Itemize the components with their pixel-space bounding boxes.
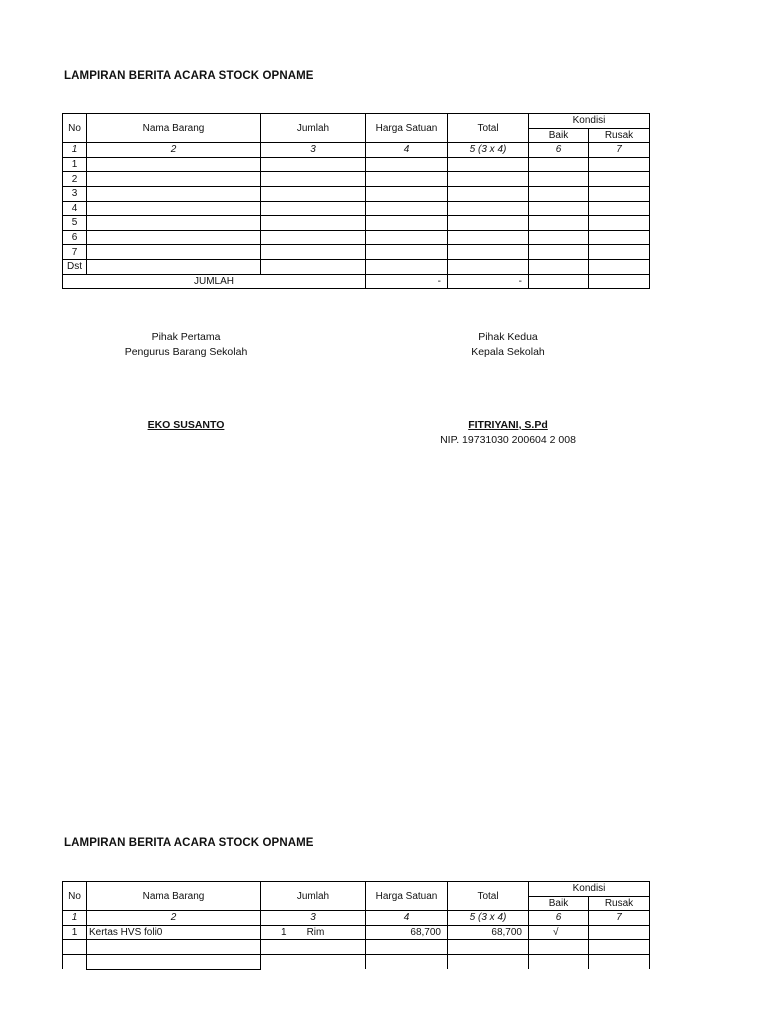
item-qty: 1	[281, 927, 287, 939]
header-row	[63, 114, 650, 129]
first-party-name: EKO SUSANTO	[147, 419, 225, 431]
table-row	[63, 172, 650, 187]
colnum-1: 1	[63, 143, 87, 158]
stock-opname-table	[62, 113, 650, 289]
header-harga-satuan: Harga Satuan	[366, 114, 448, 143]
document-title: LAMPIRAN BERITA ACARA STOCK OPNAME	[64, 70, 314, 82]
row-no: Dst	[63, 259, 87, 274]
header-no: No	[63, 114, 87, 143]
table-row	[63, 201, 650, 216]
stock-opname-table-2	[62, 881, 650, 970]
table-row	[63, 925, 650, 940]
header-jumlah: Jumlah	[261, 882, 366, 911]
second-party-nip: NIP. 19731030 200604 2 008	[440, 434, 576, 446]
item-nama-barang: Kertas HVS foli0	[87, 925, 261, 940]
item-no: 1	[63, 925, 87, 940]
signature-block-second-party	[428, 330, 588, 448]
sum-row	[63, 274, 650, 289]
header-nama-barang: Nama Barang	[87, 114, 261, 143]
header-baik: Baik	[529, 128, 589, 143]
row-no: 6	[63, 230, 87, 245]
colnum-2: 2	[87, 911, 261, 926]
colnum-3: 3	[261, 911, 366, 926]
colnum-3: 3	[261, 143, 366, 158]
table-row	[63, 259, 650, 274]
row-no: 2	[63, 172, 87, 187]
first-party-role: Pihak Pertama	[151, 331, 221, 343]
colnum-5: 5 (3 x 4)	[448, 143, 529, 158]
colnum-6: 6	[529, 911, 589, 926]
header-total: Total	[448, 114, 529, 143]
header-kondisi: Kondisi	[529, 882, 650, 897]
row-no: 3	[63, 186, 87, 201]
sum-label: JUMLAH	[63, 274, 366, 289]
item-unit: Rim	[306, 927, 325, 939]
table-row	[63, 216, 650, 231]
colnum-5: 5 (3 x 4)	[448, 911, 529, 926]
item-harga-satuan: 68,700	[366, 925, 448, 940]
table-row	[63, 157, 650, 172]
column-number-row	[63, 911, 650, 926]
colnum-4: 4	[366, 911, 448, 926]
header-no: No	[63, 882, 87, 911]
row-no: 7	[63, 245, 87, 260]
document-title-2: LAMPIRAN BERITA ACARA STOCK OPNAME	[64, 837, 314, 849]
header-baik: Baik	[529, 896, 589, 911]
sum-total: -	[448, 274, 529, 289]
item-jumlah	[261, 925, 366, 940]
second-party-name: FITRIYANI, S.Pd	[468, 419, 548, 431]
colnum-7: 7	[589, 143, 650, 158]
item-total: 68,700	[448, 925, 529, 940]
first-party-title: Pengurus Barang Sekolah	[124, 346, 248, 358]
second-party-title: Kepala Sekolah	[471, 346, 545, 358]
header-rusak: Rusak	[589, 128, 650, 143]
colnum-1: 1	[63, 911, 87, 926]
sum-harga: -	[366, 274, 448, 289]
row-no: 5	[63, 216, 87, 231]
row-no: 1	[63, 157, 87, 172]
header-rusak: Rusak	[589, 896, 650, 911]
table-row	[63, 245, 650, 260]
header-harga-satuan: Harga Satuan	[366, 882, 448, 911]
header-total: Total	[448, 882, 529, 911]
row-no: 4	[63, 201, 87, 216]
colnum-6: 6	[529, 143, 589, 158]
table-row	[63, 954, 650, 969]
header-jumlah: Jumlah	[261, 114, 366, 143]
table-row	[63, 230, 650, 245]
header-kondisi: Kondisi	[529, 114, 650, 129]
table-row	[63, 186, 650, 201]
item-baik: √	[529, 925, 589, 940]
colnum-7: 7	[589, 911, 650, 926]
table-row	[63, 940, 650, 955]
header-row	[63, 882, 650, 897]
colnum-2: 2	[87, 143, 261, 158]
column-number-row	[63, 143, 650, 158]
second-party-role: Pihak Kedua	[478, 331, 538, 343]
signature-block-first-party	[106, 330, 266, 433]
colnum-4: 4	[366, 143, 448, 158]
header-nama-barang: Nama Barang	[87, 882, 261, 911]
